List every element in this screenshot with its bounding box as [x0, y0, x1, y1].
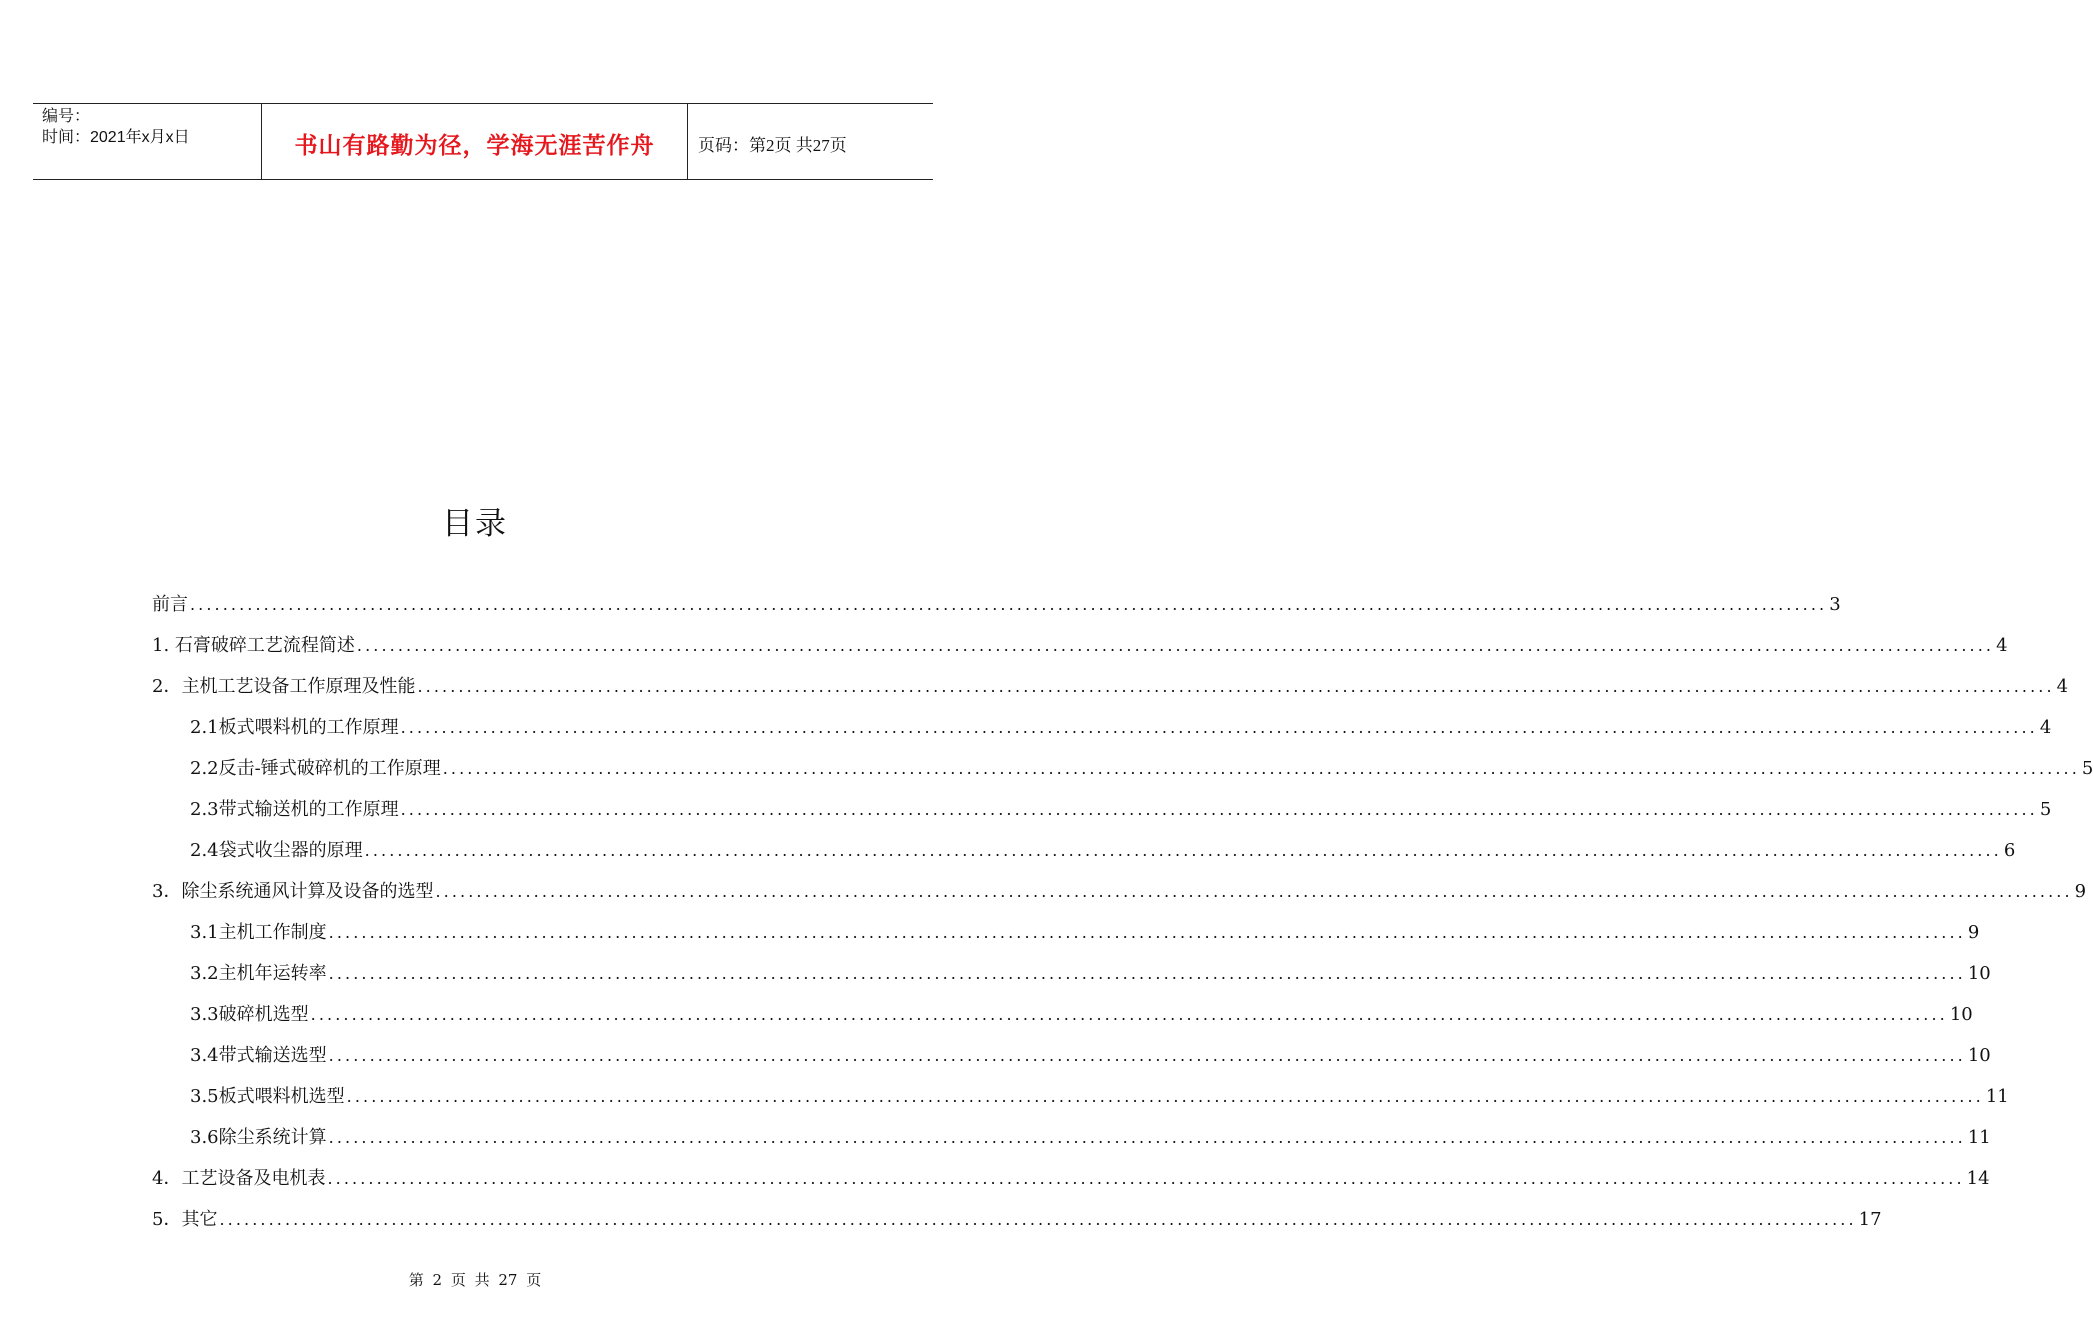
toc-dot-leader: ........................................................................................................................................................................................................	[328, 1046, 1966, 1065]
page-footer: 第 2 页 共 27 页	[408, 1271, 542, 1289]
toc-entry-page: 17	[1858, 1209, 1882, 1230]
toc-entry-page: 9	[2074, 881, 2087, 902]
toc-entry-label: 1. 石膏破碎工艺流程简述	[152, 635, 355, 656]
toc-entry-page: 14	[1966, 1168, 1990, 1189]
toc-dot-leader: ........................................................................................................................................................................................................	[328, 964, 1966, 983]
toc-entry-page: 10	[1949, 1004, 1973, 1025]
page-header	[33, 103, 933, 180]
toc-entry-label: 3.6除尘系统计算	[190, 1127, 327, 1148]
toc-entry-page: 4	[1996, 635, 2008, 656]
toc-entry-label: 2.1板式喂料机的工作原理	[190, 717, 399, 738]
toc-dot-leader: ........................................................................................................................................................................................................	[310, 1005, 1948, 1024]
toc-entry-page: 5	[2039, 799, 2052, 820]
toc-entry[interactable]	[152, 1117, 1991, 1158]
header-motto: 书山有路勤为径，学海无涯苦作舟	[294, 133, 655, 159]
toc-dot-leader: ........................................................................................................................................................................................................	[328, 923, 1966, 942]
toc-entry-page: 6	[2003, 840, 2016, 861]
toc-dot-leader: ........................................................................................................................................................................................................	[400, 800, 2038, 819]
toc-entry[interactable]	[152, 953, 1991, 994]
header-page-info-cell	[688, 104, 933, 179]
toc-entry[interactable]	[152, 707, 2052, 748]
document-time-label: 时间：2021年x月x日	[42, 129, 190, 146]
toc-dot-leader: ........................................................................................................................................................................................................	[328, 1128, 1966, 1147]
toc-dot-leader: ........................................................................................................................................................................................................	[442, 759, 2080, 778]
toc-entry[interactable]	[152, 789, 2052, 830]
toc-dot-leader: ........................................................................................................................................................................................................	[435, 882, 2073, 901]
header-motto-cell	[262, 104, 688, 179]
toc-entry-page: 4	[2039, 717, 2052, 738]
toc-entry[interactable]	[152, 1199, 1882, 1240]
toc-dot-leader: ........................................................................................................................................................................................................	[219, 1210, 1857, 1229]
toc-entry-page: 10	[1967, 1045, 1991, 1066]
toc-dot-leader: ........................................................................................................................................................................................................	[346, 1087, 1984, 1106]
toc-entry-label: 3.5板式喂料机选型	[190, 1086, 345, 1107]
toc-entry-page: 11	[1985, 1086, 2009, 1107]
toc-entry[interactable]	[152, 584, 1841, 625]
toc-dot-leader: ........................................................................................................................................................................................................	[327, 1169, 1965, 1188]
toc-entry[interactable]	[152, 830, 2016, 871]
toc-entry-page: 11	[1967, 1127, 1991, 1148]
toc-entry-label: 3.4带式输送选型	[190, 1045, 327, 1066]
toc-dot-leader: ........................................................................................................................................................................................................	[190, 595, 1828, 614]
toc-entry-label: 5．其它	[152, 1209, 218, 1230]
toc-entry-page: 4	[2056, 676, 2069, 697]
toc-entry-label: 3.2主机年运转率	[190, 963, 327, 984]
toc-entry[interactable]	[152, 1158, 1990, 1199]
toc-entry-label: 2.4袋式收尘器的原理	[190, 840, 363, 861]
toc-entry-label: 3.3破碎机选型	[190, 1004, 309, 1025]
toc-entry[interactable]	[152, 912, 1980, 953]
toc-entry-page: 9	[1967, 922, 1980, 943]
toc-entry-page: 10	[1967, 963, 1991, 984]
toc-dot-leader: ........................................................................................................................................................................................................	[417, 677, 2055, 696]
toc-entry-page: 5	[2081, 758, 2093, 779]
toc-entry[interactable]	[152, 994, 1973, 1035]
toc-entry-label: 前言	[152, 594, 188, 615]
toc-entry-label: 4．工艺设备及电机表	[152, 1168, 326, 1189]
header-meta	[33, 104, 262, 179]
toc-entry-label: 3．除尘系统通风计算及设备的选型	[152, 881, 434, 902]
toc-entry[interactable]	[152, 748, 2093, 789]
toc-title: 目录	[442, 506, 508, 542]
toc-entry[interactable]	[152, 625, 2008, 666]
toc-entry[interactable]	[152, 1076, 2009, 1117]
toc-entry-page: 3	[1829, 594, 1841, 615]
toc-entry[interactable]	[152, 871, 2087, 912]
header-page-info: 页码：第2页 共27页	[698, 136, 847, 155]
toc-entry-label: 2.2反击-锤式破碎机的工作原理	[190, 758, 441, 779]
table-of-contents	[152, 584, 2093, 1240]
toc-entry-label: 3.1主机工作制度	[190, 922, 327, 943]
toc-entry[interactable]	[152, 1035, 1991, 1076]
toc-entry-label: 2．主机工艺设备工作原理及性能	[152, 676, 416, 697]
document-number-label: 编号：	[42, 108, 91, 125]
toc-dot-leader: ........................................................................................................................................................................................................	[364, 841, 2002, 860]
toc-dot-leader: ........................................................................................................................................................................................................	[400, 718, 2038, 737]
toc-dot-leader: ........................................................................................................................................................................................................	[356, 636, 1995, 655]
toc-entry-label: 2.3带式输送机的工作原理	[190, 799, 399, 820]
toc-entry[interactable]	[152, 666, 2069, 707]
